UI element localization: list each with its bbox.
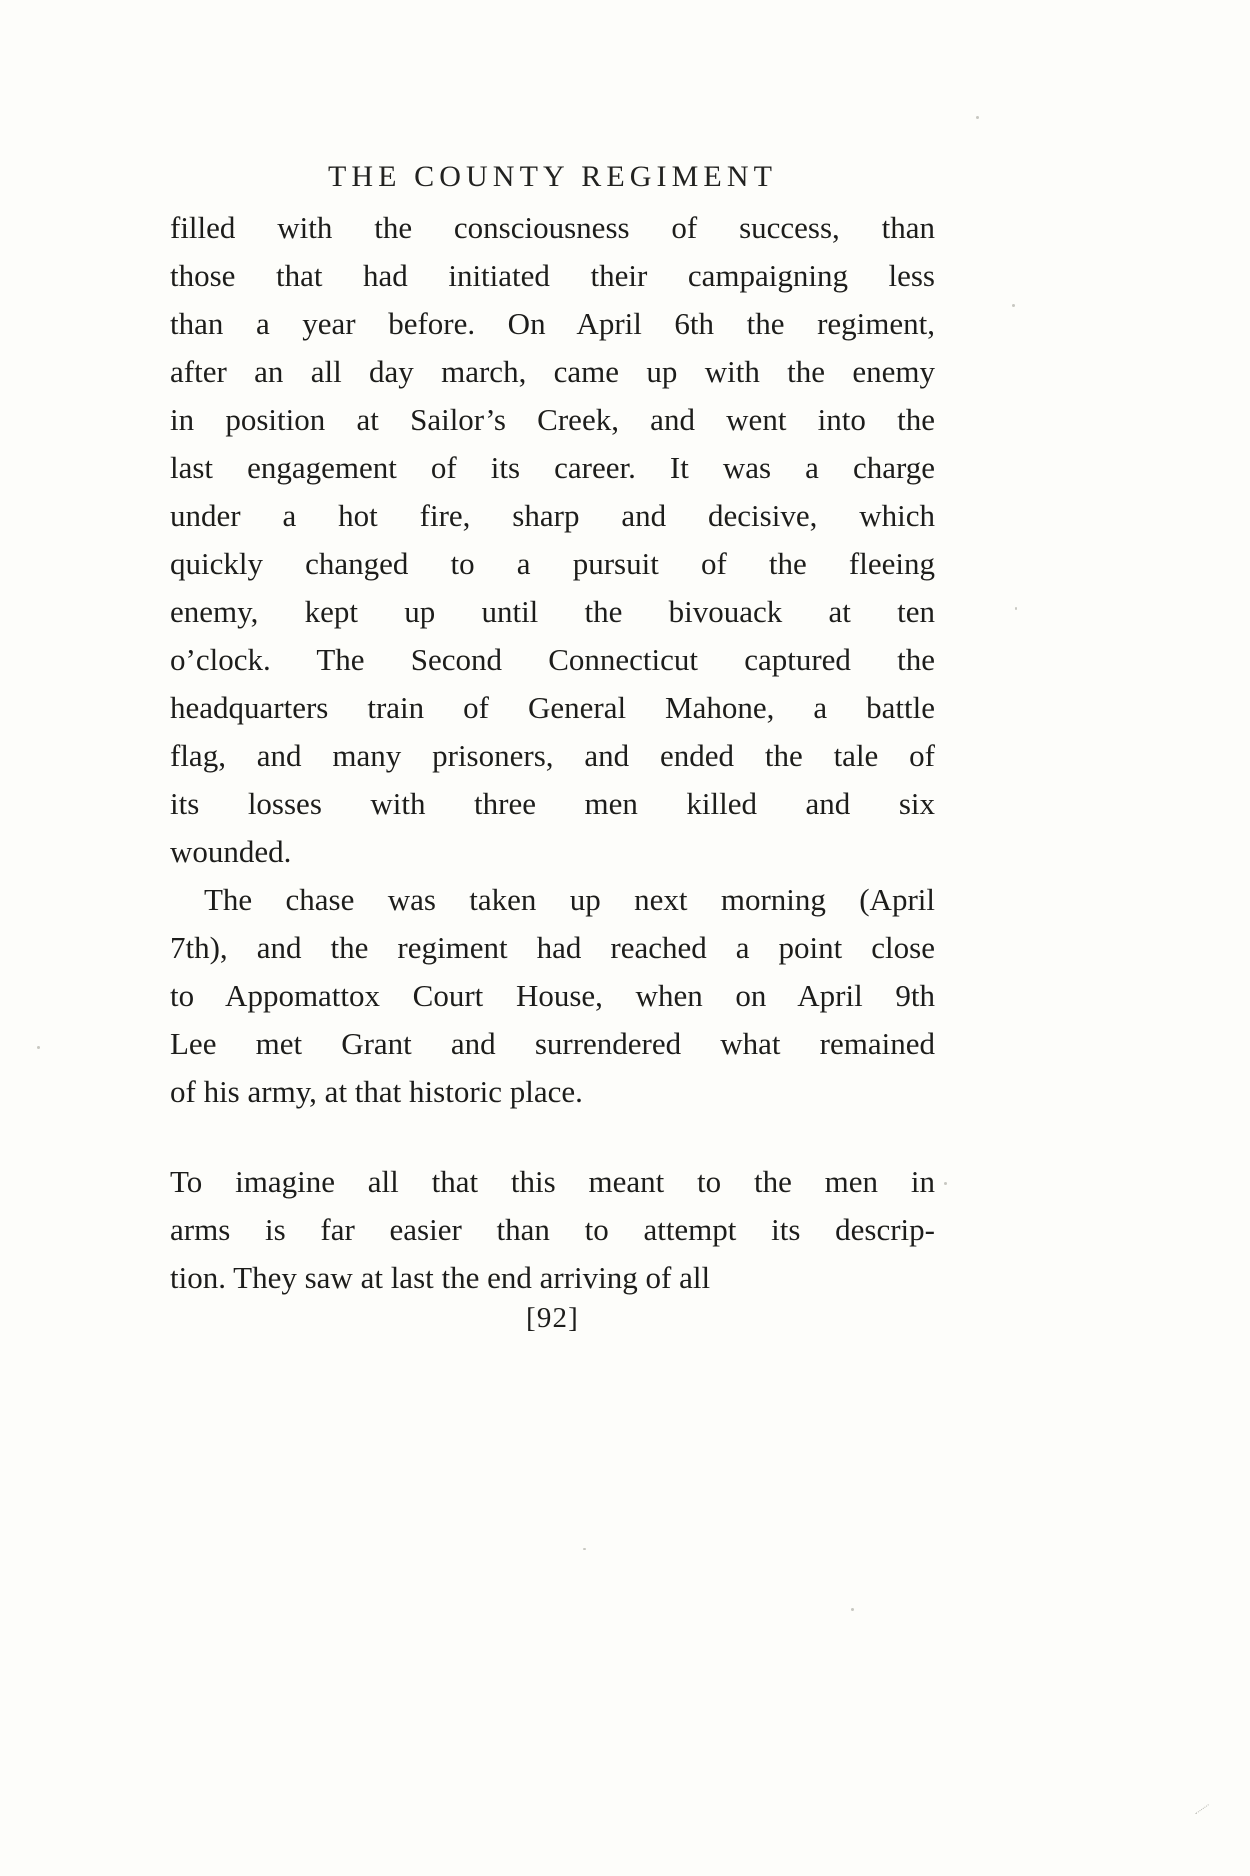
text-line: quickly changed to a pursuit of the fleeing: [170, 546, 935, 581]
text-line: o’clock. The Second Connecticut captured the: [170, 642, 935, 677]
scan-speck: [37, 1046, 40, 1049]
text-line: arms is far easier than to attempt its descrip-: [170, 1212, 935, 1247]
text-line: The chase was taken up next morning (April: [204, 882, 935, 917]
text-line: than a year before. On April 6th the regiment,: [170, 306, 935, 341]
paragraph: [170, 876, 935, 1116]
text-line: headquarters train of General Mahone, a battle: [170, 690, 935, 725]
scan-speck: [944, 1182, 947, 1185]
scan-speck: [583, 1548, 586, 1550]
text-line: of his army, at that historic place.: [170, 1074, 583, 1109]
paragraph: [170, 1158, 935, 1302]
scan-speck: [976, 116, 979, 119]
text-line: filled with the consciousness of success, than: [170, 210, 935, 245]
page-number: [92]: [526, 1302, 579, 1334]
scan-scratch: [1187, 1793, 1209, 1814]
text-line: 7th), and the regiment had reached a point close: [170, 930, 935, 965]
text-line: Lee met Grant and surrendered what remained: [170, 1026, 935, 1061]
running-head: THE COUNTY REGIMENT: [327, 160, 778, 193]
paragraph: [170, 204, 935, 876]
text-line: after an all day march, came up with the enemy: [170, 354, 935, 389]
text-line: to Appomattox Court House, when on April 9th: [170, 978, 935, 1013]
text-line: tion. They saw at last the end arriving of all: [170, 1260, 711, 1295]
text-line: wounded.: [170, 834, 292, 869]
text-line: under a hot fire, sharp and decisive, which: [170, 498, 935, 533]
text-line: enemy, kept up until the bivouack at ten: [170, 594, 935, 629]
text-line: in position at Sailor’s Creek, and went into the: [170, 402, 935, 437]
scan-speck: [851, 1608, 854, 1611]
text-line: its losses with three men killed and six: [170, 786, 935, 821]
text-line: last engagement of its career. It was a charge: [170, 450, 935, 485]
scan-speck: [1015, 607, 1017, 610]
text-line: flag, and many prisoners, and ended the tale of: [170, 738, 935, 773]
scan-speck: [1012, 304, 1015, 307]
text-line: those that had initiated their campaigning less: [170, 258, 935, 293]
text-block: [170, 204, 935, 1302]
text-line: To imagine all that this meant to the men in: [170, 1164, 935, 1199]
